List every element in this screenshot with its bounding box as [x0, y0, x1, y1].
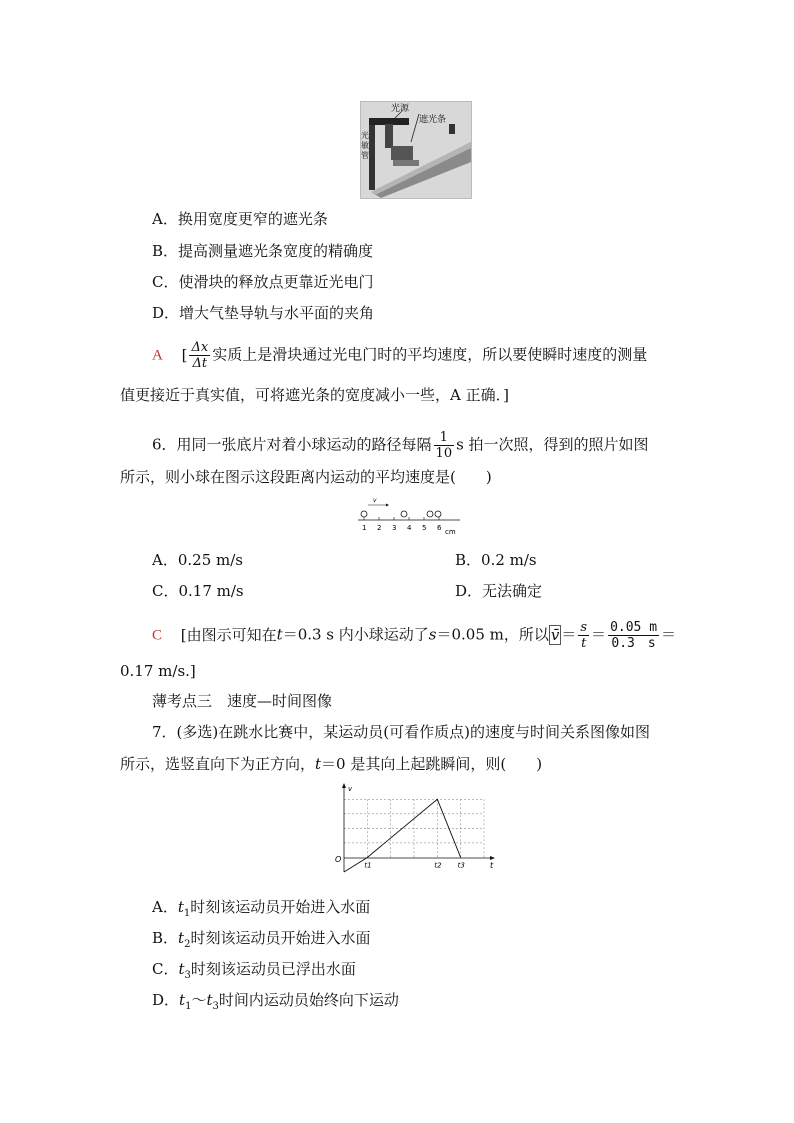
- q6-option-d: D．无法确定: [455, 582, 543, 600]
- q5-option-a: A．换用宽度更窄的遮光条: [152, 210, 328, 228]
- q6-frac-den: 10: [435, 446, 453, 461]
- q7-optA-t: t: [177, 898, 184, 916]
- q7-optD-t1: t: [179, 991, 186, 1009]
- ruler-arrow-head: [386, 504, 389, 507]
- q7-optD-sub2: 3: [212, 1001, 219, 1012]
- q7-optA-pre: A．: [152, 898, 178, 916]
- chart-origin-label: O: [335, 855, 342, 864]
- q6-stem-line1: [152, 430, 649, 461]
- q7-optD-mid: ～: [191, 991, 207, 1009]
- q6-exp-tail: ＝: [661, 625, 677, 644]
- ruler-ticks: [362, 517, 442, 532]
- chart-tick-label-t1: t1: [364, 861, 372, 870]
- ruler-tick-label: 3: [392, 524, 397, 532]
- label-sensor-1: 光: [361, 131, 369, 140]
- q7-optC-pre: C．: [152, 960, 179, 978]
- q7-stem-line2: [120, 753, 542, 775]
- q7-optB-pre: B．: [152, 929, 179, 947]
- chart-tick-label-t2: t2: [434, 861, 442, 870]
- q6-exp-frac1: [578, 620, 589, 651]
- q5-option-b: B．提高测量遮光条宽度的精确度: [152, 242, 374, 260]
- q6-ruler-figure: [352, 494, 464, 538]
- q6-exp-frac2-num: 0.05 m: [610, 620, 658, 635]
- chart-v-axis-arrow: [342, 783, 346, 788]
- label-sensor-3: 管: [361, 151, 369, 160]
- ball-position-1: [361, 511, 367, 517]
- q6-option-b: B．0.2 m/s: [455, 551, 537, 569]
- q5-frac-den: Δt: [192, 356, 208, 371]
- label-sensor-2: 敏: [361, 141, 369, 150]
- q6-exp-frac1-den: t: [581, 636, 587, 651]
- ruler-tick-label: 5: [422, 524, 427, 532]
- q6-exp-vbar: v̄: [550, 625, 560, 644]
- label-shade-strip: 遮光条: [419, 115, 447, 125]
- q6-explanation-line1: [152, 620, 676, 651]
- q7-optC-post: 时刻该运动员已浮出水面: [190, 960, 356, 978]
- q5-explanation-line1: A [ $\frac{\Delta x}{\Delta t}$ 实质上是滑块通过光电门时的平均速度，所以要使瞬时速度的测量: [152, 340, 648, 371]
- section3-title: 薄考点三 速度—时间图像: [152, 692, 333, 710]
- q7-option-a: [152, 896, 370, 925]
- q5-answer-letter: A: [152, 347, 163, 364]
- q5-fraction: [189, 340, 210, 371]
- q6-option-a: A．0.25 m/s: [152, 551, 243, 569]
- ruler-velocity-label: v: [373, 497, 377, 504]
- chart-t-label: t: [490, 861, 494, 870]
- q7-stem2-t: t: [315, 755, 322, 773]
- q5-option-d: D．增大气垫导轨与水平面的夹角: [152, 304, 375, 322]
- q6-exp-s: s: [428, 625, 437, 644]
- q6-stem1-a: 6．用同一张底片对着小球运动的路径每隔: [152, 435, 432, 454]
- q6-stem-line2: 所示，则小球在图示这段距离内运动的平均速度是( ): [120, 468, 492, 486]
- q6-frac-num: 1: [434, 430, 455, 446]
- q6-exp-frac1-num: s: [580, 620, 588, 635]
- ball-position-3: [427, 511, 433, 517]
- q7-optD-t2: t: [206, 991, 213, 1009]
- q5-frac-num: Δx: [191, 340, 209, 355]
- q6-explanation-line2: 0.17 m/s.]: [120, 662, 196, 680]
- q7-stem2-a: 所示，选竖直向下为正方向，: [120, 755, 316, 773]
- q7-optD-post: 时间内运动员始终向下运动: [218, 991, 399, 1009]
- q7-optB-sub: 2: [184, 939, 191, 950]
- q6-exp-frac2: [608, 620, 659, 651]
- q7-option-c: [152, 958, 356, 987]
- q7-optD-sub1: 1: [185, 1001, 192, 1012]
- q7-optD-pre: D．: [152, 991, 180, 1009]
- chart-tick-labels: [364, 861, 465, 869]
- q6-exp-eq2: ＝: [591, 625, 607, 644]
- q5-exp-line1-tail: 实质上是滑块通过光电门时的平均速度，所以要使瞬时速度的测量: [212, 345, 648, 364]
- q7-option-b: [152, 927, 370, 956]
- chart-tick-label-t3: t3: [457, 861, 465, 870]
- ball-position-4: [435, 511, 441, 517]
- ball-position-2: [401, 511, 407, 517]
- q5-option-c: C．使滑块的释放点更靠近光电门: [152, 273, 374, 291]
- label-light-source: 光源: [391, 104, 410, 114]
- q6-exp-a: [由图示可知在: [180, 625, 277, 644]
- ruler-unit: cm: [445, 528, 456, 536]
- q6-answer-letter: C: [152, 627, 163, 644]
- chart-v-label: v: [348, 785, 353, 793]
- q6-exp-frac2-den: 0.3 s: [611, 636, 656, 651]
- q7-option-d: [152, 989, 399, 1018]
- q6-stem1-b: s 拍一次照，得到的照片如图: [456, 435, 649, 454]
- chart-t-axis-arrow: [490, 856, 495, 860]
- photogate-apparatus-photo: [360, 101, 472, 199]
- q5-explanation-line2: 值更接近于真实值，可将遮光条的宽度减小一些，A 正确．]: [120, 386, 509, 404]
- q7-optC-t: t: [178, 960, 185, 978]
- q7-optC-sub: 3: [184, 970, 191, 981]
- photogate-illustration: [361, 102, 471, 198]
- ruler-tick-label: 1: [362, 524, 367, 532]
- ruler-tick-label: 6: [437, 524, 442, 532]
- q6-option-c: C．0.17 m/s: [152, 582, 244, 600]
- q7-optB-post: 时刻该运动员开始进入水面: [190, 929, 371, 947]
- q6-exp-b: ＝0.3 s 内小球运动了: [282, 625, 429, 644]
- chart-grid: [344, 799, 484, 857]
- q7-stem2-b: ＝0 是其向上起跳瞬间，则( ): [321, 755, 543, 773]
- chart-series-line: [344, 799, 461, 872]
- q7-optB-t: t: [178, 929, 185, 947]
- q7-optA-post: 时刻该运动员开始进入水面: [190, 898, 371, 916]
- ruler-tick-label: 4: [407, 524, 412, 532]
- q7-optA-sub: 1: [183, 908, 191, 919]
- q7-vt-chart: [330, 782, 500, 882]
- ruler-tick-label: 2: [377, 524, 382, 532]
- q6-exp-eq: ＝: [561, 625, 577, 644]
- q6-exp-t: t: [276, 625, 283, 644]
- q7-stem-line1: 7．(多选)在跳水比赛中，某运动员(可看作质点)的速度与时间关系图像如图: [152, 723, 650, 741]
- q6-interval-fraction: [434, 430, 455, 461]
- q6-exp-c: ＝0.05 m，所以: [436, 625, 549, 644]
